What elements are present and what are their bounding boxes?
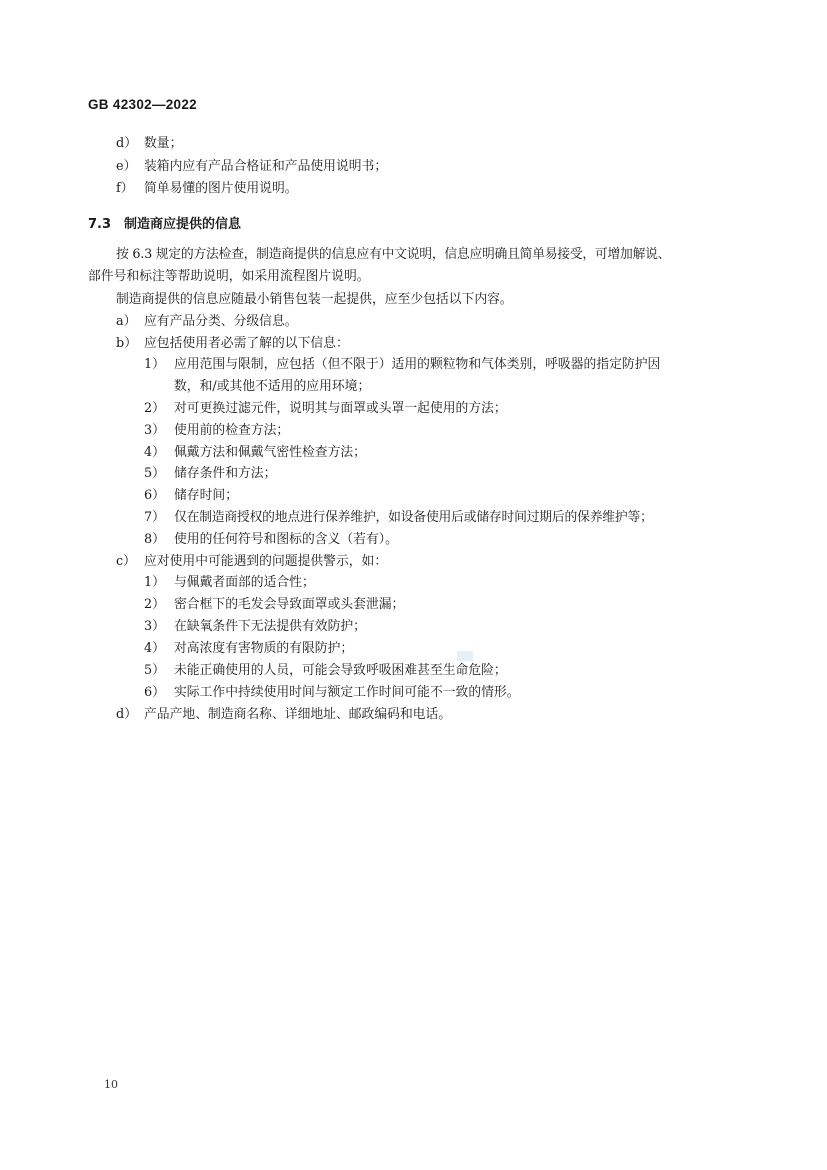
sub-list-text: 密合框下的毛发会导致面罩或头套泄漏； — [174, 597, 405, 612]
sub-list-marker: 1） — [144, 575, 165, 590]
sub-list-marker: 1） — [144, 357, 165, 372]
section-number: 7.3 — [88, 217, 112, 232]
paragraph-line: 按 6.3 规定的方法检查，制造商提供的信息应有中文说明，信息应明确且简单易接受，可增加解说、 — [116, 247, 671, 262]
sub-list-marker: 2） — [144, 401, 165, 416]
list-text: 应包括使用者必需了解的以下信息： — [144, 336, 349, 351]
list-text: 数量； — [144, 136, 183, 151]
sub-list-text: 实际工作中持续使用时间与额定工作时间可能不一致的情形。 — [174, 685, 520, 700]
sub-list-marker: 8） — [144, 532, 165, 547]
sub-list-text: 未能正确使用的人员，可能会导致呼吸困难甚至生命危险； — [174, 663, 507, 678]
sub-list-text: 使用前的检查方法； — [174, 423, 290, 438]
sub-list-marker: 2） — [144, 597, 165, 612]
section-heading — [88, 213, 241, 232]
standard-header: GB 42302—2022 — [88, 97, 197, 112]
sub-list-text: 仅在制造商授权的地点进行保养维护，如设备使用后或储存时间过期后的保养维护等； — [174, 510, 653, 525]
sub-list-marker: 4） — [144, 445, 165, 460]
paragraph: 制造商提供的信息应随最小销售包装一起提供，应至少包括以下内容。 — [116, 292, 513, 307]
list-marker: d） — [116, 136, 137, 151]
list-text: 产品产地、制造商名称、详细地址、邮政编码和电话。 — [144, 707, 452, 722]
page-number: 10 — [104, 1078, 118, 1091]
paragraph-line: 部件号和标注等帮助说明，如采用流程图片说明。 — [88, 269, 370, 284]
sub-list-marker: 5） — [144, 663, 165, 678]
sub-list-marker: 4） — [144, 641, 165, 656]
list-text: 应对使用中可能遇到的问题提供警示，如： — [144, 554, 388, 569]
sub-list-marker: 7） — [144, 510, 165, 525]
sub-list-text: 佩戴方法和佩戴气密性检查方法； — [174, 445, 366, 460]
list-marker: a） — [116, 314, 137, 329]
watermark-logo — [457, 651, 473, 661]
sub-list-marker: 6） — [144, 685, 165, 700]
sub-list-text: 使用的任何符号和图标的含义（若有）。 — [174, 532, 398, 547]
sub-list-marker: 3） — [144, 423, 165, 438]
sub-list-text: 对高浓度有害物质的有限防护； — [174, 641, 354, 656]
sub-list-marker: 6） — [144, 488, 165, 503]
list-marker: d） — [116, 707, 137, 722]
sub-list-text: 储存时间； — [174, 488, 238, 503]
list-marker: f） — [116, 181, 134, 196]
sub-list-text: 对可更换过滤元件，说明其与面罩或头罩一起使用的方法； — [174, 401, 507, 416]
sub-list-text: 与佩戴者面部的适合性； — [174, 575, 315, 590]
list-text: 应有产品分类、分级信息。 — [144, 314, 298, 329]
list-marker: b） — [116, 336, 137, 351]
sub-list-text: 应用范围与限制，应包括（但不限于）适用的颗粒物和气体类别，呼吸器的指定防护因 — [174, 357, 661, 372]
list-text: 简单易懂的图片使用说明。 — [144, 181, 298, 196]
list-marker: e） — [116, 159, 137, 174]
sub-list-continuation: 数，和/或其他不适用的应用环境； — [174, 379, 371, 394]
sub-list-text: 在缺氧条件下无法提供有效防护； — [174, 619, 366, 634]
sub-list-marker: 3） — [144, 619, 165, 634]
section-title: 制造商应提供的信息 — [124, 217, 242, 232]
list-text: 装箱内应有产品合格证和产品使用说明书； — [144, 159, 388, 174]
sub-list-marker: 5） — [144, 466, 165, 481]
sub-list-text: 储存条件和方法； — [174, 466, 277, 481]
list-marker: c） — [116, 554, 136, 569]
